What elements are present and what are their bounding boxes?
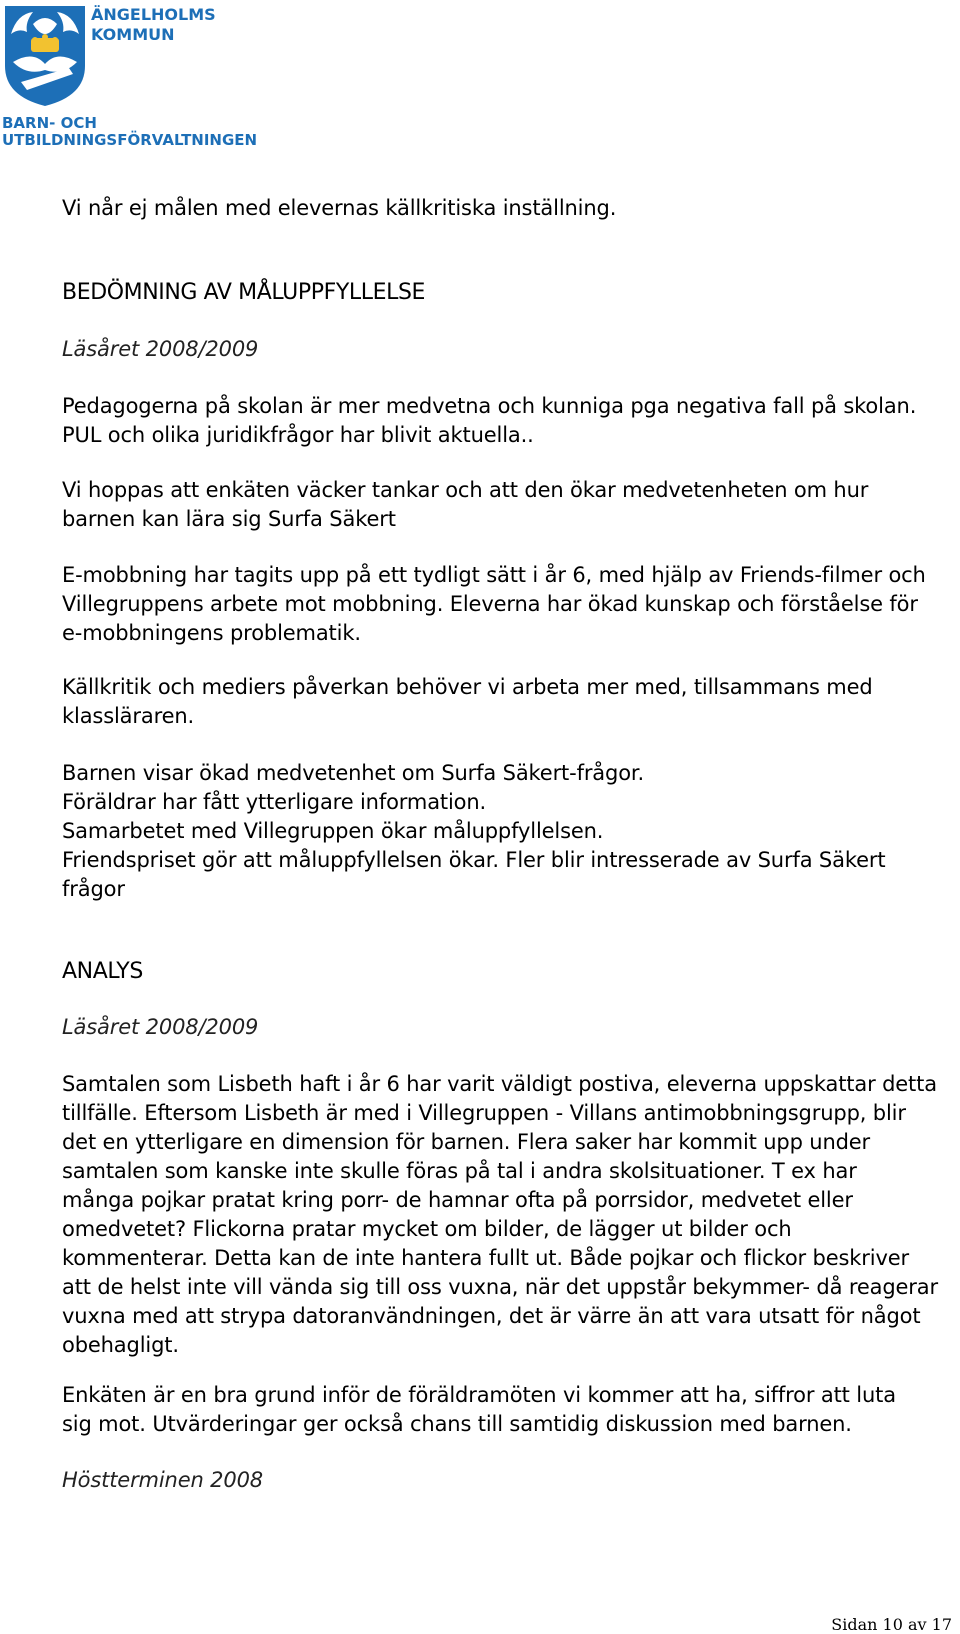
paragraph: Barnen visar ökad medvetenhet om Surfa Säkert-frågor. Föräldrar har fått ytterligare information. Samarbetet med Villegruppen ökar måluppfyllelsen. Friendspriset gör att måluppfyllelsen ökar. Fler blir intresserade av Surfa Säkert frågor — [62, 761, 886, 901]
page-number: Sidan 10 av 17 — [831, 1615, 952, 1634]
municipality-name: ÄNGELHOLMS KOMMUN — [91, 5, 216, 44]
term-label: Höstterminen 2008 — [62, 1468, 264, 1492]
paragraph: Källkritik och mediers påverkan behöver vi arbeta mer med, tillsammans med klassläraren. — [62, 675, 873, 728]
municipality-logo — [0, 0, 260, 160]
section-year-label: Läsåret 2008/2009 — [62, 337, 259, 361]
paragraph: Enkäten är en bra grund inför de föräldramöten vi kommer att ha, siffror att luta sig mot. Utvärderingar ger också chans till samtidig diskussion med barnen. — [62, 1383, 896, 1436]
paragraph: Pedagogerna på skolan är mer medvetna och kunniga pga negativa fall på skolan. PUL och olika juridikfrågor har blivit aktuella.. — [62, 394, 917, 447]
paragraph: Samtalen som Lisbeth haft i år 6 har varit väldigt postiva, eleverna uppskattar detta tillfälle. Eftersom Lisbeth är med i Villegruppen - Villans antimobbningsgrupp, blir det en ytterligare en dimension för barnen. Flera saker har kommit upp under samtalen som kanske inte skulle föras på tal i andra skolsituationer. T ex har många pojkar pratat kring porr- de hamnar ofta på porrsidor, medvetet eller omedvetet? Flickorna pratar mycket om bilder, de lägger ut bilder och kommenterar. Detta kan de inte hantera fullt ut. Både pojkar och flickor beskriver att de helst inte vill vända sig till oss vuxna, när det uppstår bekymmer- då reagerar vuxna med att strypa datoranvändningen, det är värre än att vara utsatt för något obehagligt. — [62, 1072, 938, 1357]
paragraph: E-mobbning har tagits upp på ett tydligt sätt i år 6, med hjälp av Friends-filmer och Villegruppens arbete mot mobbning. Eleverna har ökad kunskap och förståelse för e-mobbningens problematik. — [62, 563, 926, 645]
department-name: BARN- OCH UTBILDNINGSFÖRVALTNINGEN — [2, 114, 258, 149]
section-year-label: Läsåret 2008/2009 — [62, 1015, 259, 1039]
paragraph: Vi hoppas att enkäten väcker tankar och att den ökar medvetenheten om hur barnen kan lära sig Surfa Säkert — [62, 478, 869, 531]
section-heading-assessment: BEDÖMNING AV MÅLUPPFYLLELSE — [62, 280, 426, 305]
intro-text: Vi når ej målen med elevernas källkritiska inställning. — [62, 196, 617, 220]
section-heading-analysis: ANALYS — [62, 959, 143, 984]
coat-of-arms-icon — [3, 4, 87, 108]
